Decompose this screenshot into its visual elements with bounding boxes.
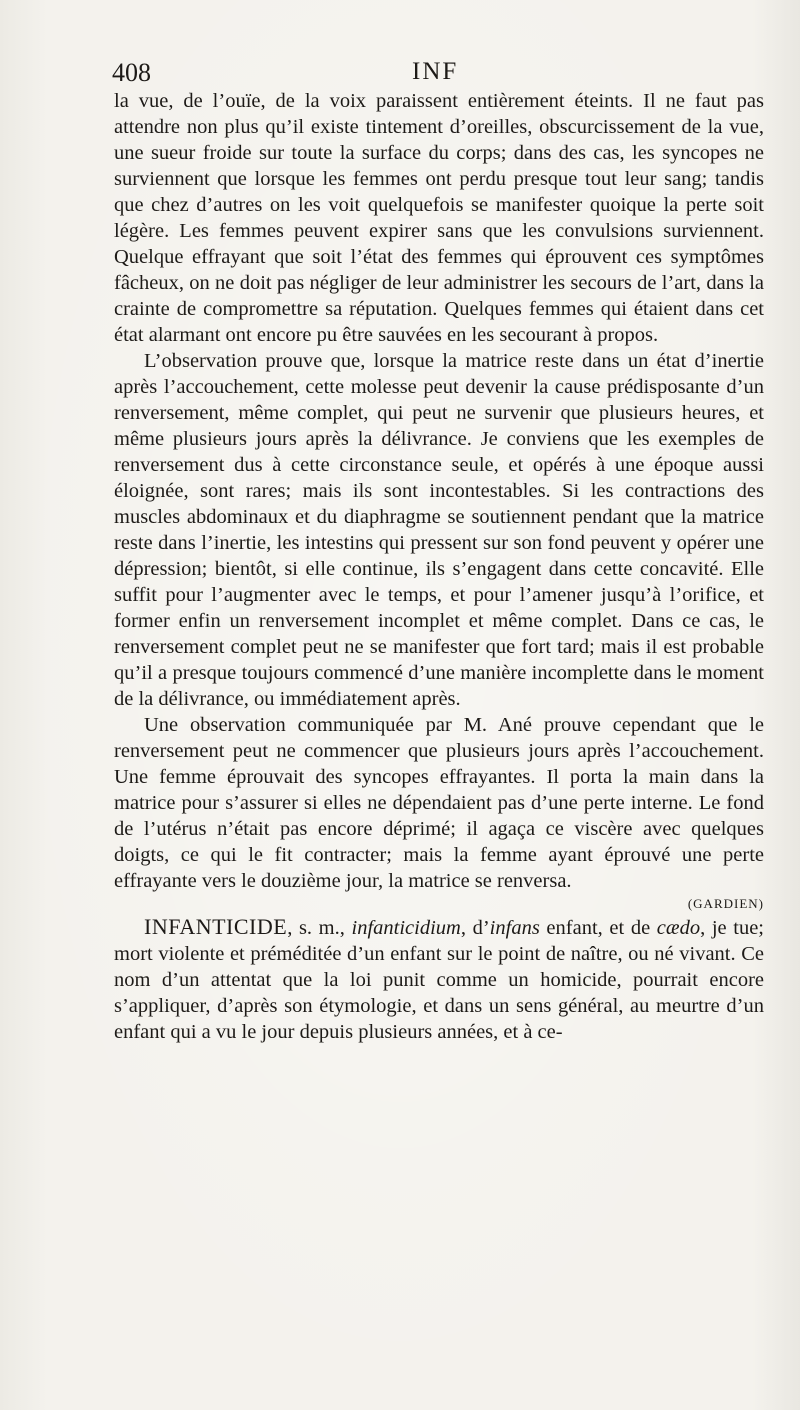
entry-gloss: enfant, et de	[539, 917, 657, 939]
entry-sep: , d’	[460, 917, 490, 939]
paragraph-observation: L’observation prouve que, lorsque la matrice reste dans un état d’inertie après l’accouchement, cette molesse peut devenir la cause prédisposante d’un renversement, même complet, qui peut ne survenir que plusieurs heures, et même plusieurs jours après la délivrance. Je conviens que les exemples de renversement dus à cette circonstance seule, et opérés à une époque aussi éloignée, sont rares; mais ils sont incontestables. Si les contractions des muscles abdominaux et du diaphragme se soutiennent pendant que la matrice reste dans l’inertie, les intestins qui pressent sur son fond peuvent y opérer une dépression; bientôt, si elle continue, ils s’engagent dans cette concavité. Elle suffit pour l’augmenter avec le temps, et pour l’amener jusqu’à l’orifice, et former enfin un renversement incomplet et même complet. Dans ce cas, le renversement complet peut ne se manifester que fort tard; mais il est probable qu’il a presque toujours commencé d’une manière incomplette dans le moment de la délivrance, ou immédiatement après.	[114, 350, 764, 710]
entry-headword: INFANTICIDE	[144, 914, 288, 939]
entry-definition: , je tue; mort violente et préméditée d’un enfant sur le point de naître, ou né vivant. Ce nom d’un attentat que la loi punit comme un homicide, pourrait encore s’appliquer, d’après son étymologie, et dans un sens général, au meurtre d’un enfant qui a vu le jour depuis plusieurs années, et à ce-	[114, 917, 764, 1043]
author-signature: (GARDIEN)	[687, 896, 764, 911]
running-head: INF	[412, 58, 459, 85]
entry-infanticide	[114, 914, 764, 1045]
entry-latin: infanticidium	[351, 917, 461, 939]
page-number: 408	[112, 58, 151, 87]
body-text	[114, 88, 764, 1045]
paragraph-ane-observation: Une observation communiquée par M. Ané prouve cependant que le renversement peut ne commencer que plusieurs jours après l’accouchement. Une femme éprouvait des syncopes effrayantes. Il porta la main dans la matrice pour s’assurer si elles ne dépendaient pas d’une perte interne. Le fond de l’utérus n’était pas encore déprimé; il agaça ce viscère avec quelques doigts, ce qui le fit contracter; mais la femme ayant éprouvé une perte effrayante vers le douzième jour, la matrice se renversa.	[114, 714, 764, 892]
entry-etym-caedo: cædo	[656, 917, 701, 939]
entry-grammar: , s. m.,	[287, 917, 352, 939]
paragraph-continuation: la vue, de l’ouïe, de la voix paraissent entièrement éteints. Il ne faut pas attendre non plus qu’il existe tintement d’oreilles, obscurcissement de la vue, une sueur froide sur toute la surface du corps; dans des cas, les syncopes ne surviennent que lorsque les femmes ont perdu presque tout leur sang; tandis que chez d’autres on les voit quelquefois se manifester quoique la perte soit légère. Les femmes peuvent expirer sans que les convulsions surviennent. Quelque effrayant que soit l’état des femmes qui éprouvent ces symptômes fâcheux, on ne doit pas négliger de leur administrer les secours de l’art, dans la crainte de compromettre sa réputation. Quelques femmes qui étaient dans cet état alarmant ont encore pu être sauvées en les secourant à propos.	[114, 90, 764, 346]
entry-etym-infans: infans	[489, 917, 540, 939]
page-header	[112, 58, 764, 92]
